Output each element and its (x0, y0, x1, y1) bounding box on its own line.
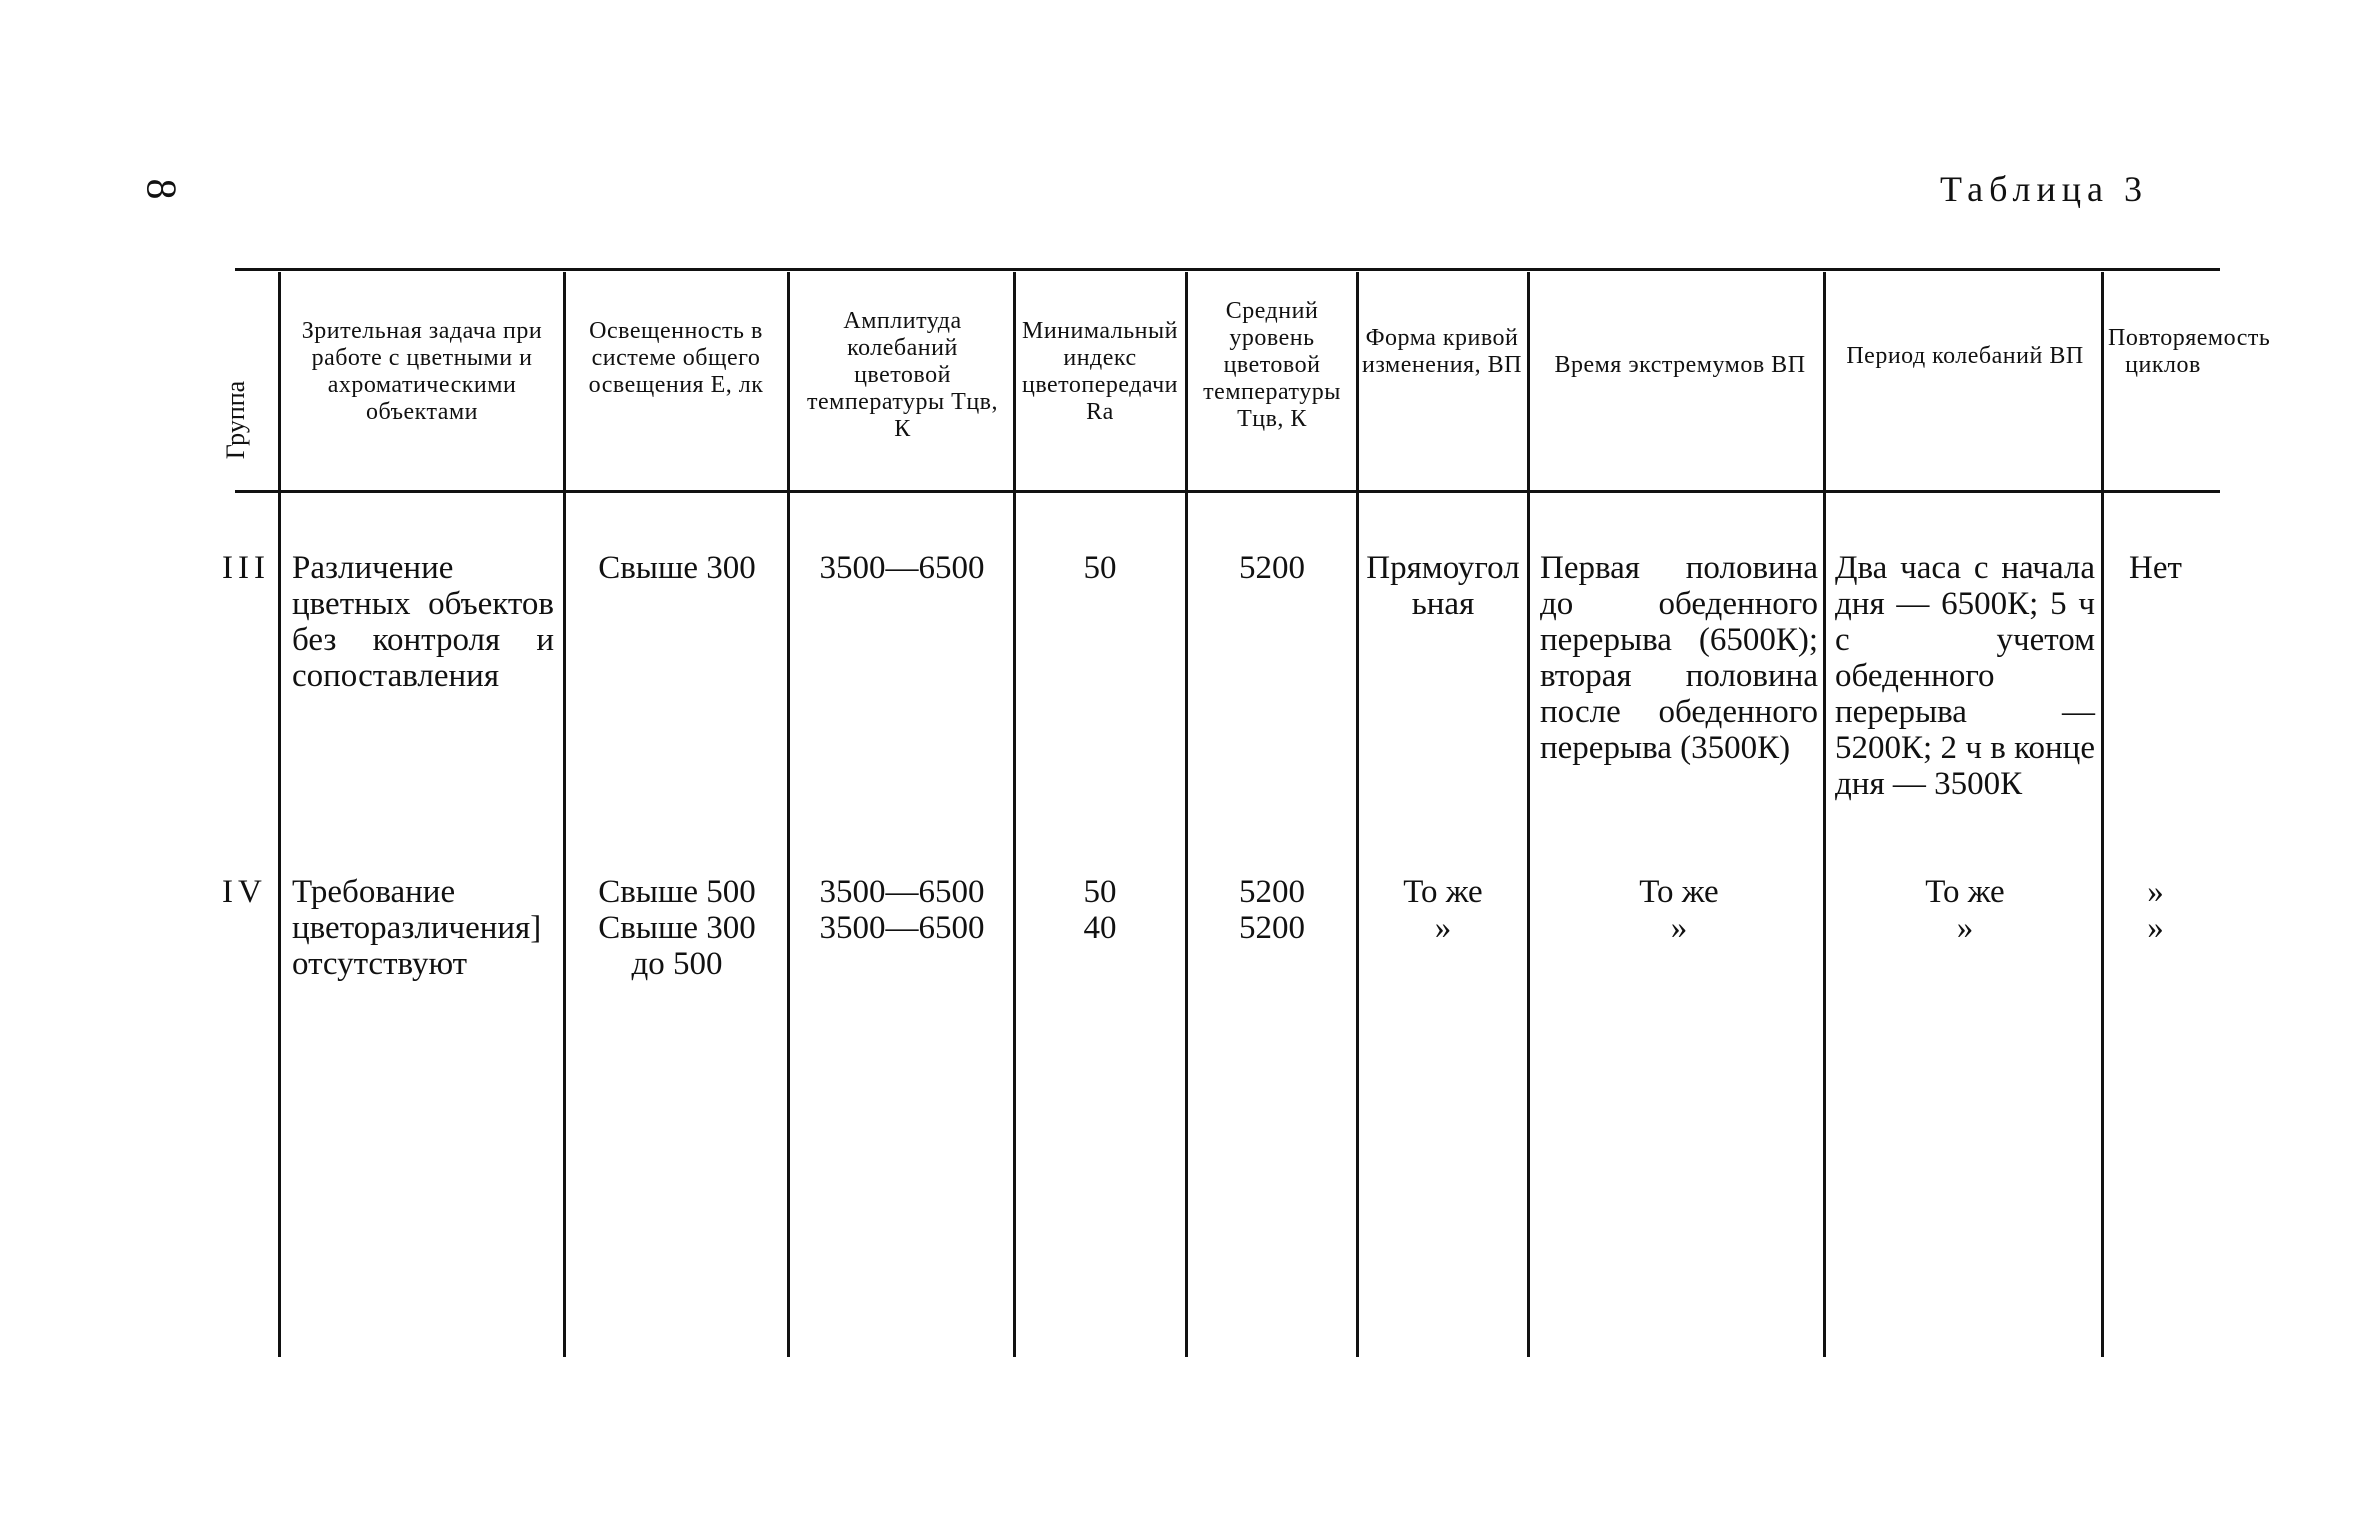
page-number: 8 (137, 178, 184, 200)
row-iv-group: IV (222, 874, 267, 910)
row-iv-illuminance-2: Свыше 300 (598, 910, 756, 946)
header-curve-form: Форма кривой изменения, ВП (1362, 325, 1522, 378)
row-iv-illuminance-3: до 500 (631, 946, 723, 982)
col-rule-4 (1013, 272, 1016, 1357)
col-rule-1 (278, 272, 281, 1357)
row-iv-extremum-time-1: То же (1639, 874, 1719, 910)
row-iv-repeatability-1: » (2147, 874, 2164, 910)
row-iv-curve-form-1: То же (1403, 874, 1483, 910)
col-rule-5 (1185, 272, 1188, 1357)
header-average-level: Средний уровень цветовой температуры Tцв, К (1203, 298, 1341, 432)
row-iii-curve-form: Прямоугольная (1366, 550, 1520, 622)
header-period: Период колебаний ВП (1846, 343, 2084, 369)
header-illuminance: Освещенность в системе общего освещения E, лк (588, 318, 764, 398)
col-rule-8 (1823, 272, 1826, 1357)
header-repeatability: Повторяемость циклов (2108, 325, 2271, 378)
header-extremum-time: Время экстремумов ВП (1554, 352, 1806, 378)
row-iv-amplitude-2: 3500—6500 (819, 910, 985, 946)
col-rule-6 (1356, 272, 1359, 1357)
row-iv-curve-form-2: » (1434, 910, 1452, 946)
table-top-rule (235, 268, 2220, 271)
row-iii-task: Различение цветных объектов без контроля и сопоставления (292, 550, 554, 694)
table-caption: Таблица 3 (1940, 169, 2148, 209)
row-iii-min-index: 50 (1083, 550, 1117, 586)
row-iii-repeatability: Нет (2129, 550, 2182, 586)
header-group: Группа (221, 380, 250, 460)
row-iii-extremum-time: Первая половина до обеденного перерыва (6500К); вторая половина после обеденного перерыва (3500К) (1540, 550, 1818, 766)
row-iii-illuminance: Свыше 300 (598, 550, 756, 586)
row-iv-period-1: То же (1925, 874, 2005, 910)
col-rule-7 (1527, 272, 1530, 1357)
header-amplitude: Амплитуда колебаний цветовой температуры Tцв, К (807, 308, 998, 442)
row-iv-period-2: » (1956, 910, 1974, 946)
row-iii-amplitude: 3500—6500 (819, 550, 985, 586)
row-iv-repeatability-2: » (2147, 910, 2164, 946)
row-iv-min-index-2: 40 (1083, 910, 1117, 946)
row-iii-group: III (222, 550, 270, 586)
row-iv-average-level-2: 5200 (1239, 910, 1305, 946)
row-iv-extremum-time-2: » (1670, 910, 1688, 946)
row-iv-illuminance-1: Свыше 500 (598, 874, 756, 910)
col-rule-3 (787, 272, 790, 1357)
col-rule-9 (2101, 272, 2104, 1357)
col-rule-2 (563, 272, 566, 1357)
row-iii-average-level: 5200 (1239, 550, 1305, 586)
row-iii-period: Два часа с начала дня — 6500К; 5 ч с учетом обеденного перерыва — 5200К; 2 ч в конце дня — 3500К (1835, 550, 2095, 802)
row-iv-average-level-1: 5200 (1239, 874, 1305, 910)
header-visual-task: Зрительная задача при работе с цветными и ахроматическими объектами (301, 318, 543, 425)
header-bottom-rule (235, 490, 2220, 493)
row-iv-task: Требование цветоразличения] отсутствуют (292, 874, 542, 982)
row-iv-min-index-1: 50 (1083, 874, 1117, 910)
header-min-index: Минимальный индекс цветопередачи Ra (1021, 318, 1178, 425)
row-iv-amplitude-1: 3500—6500 (819, 874, 985, 910)
